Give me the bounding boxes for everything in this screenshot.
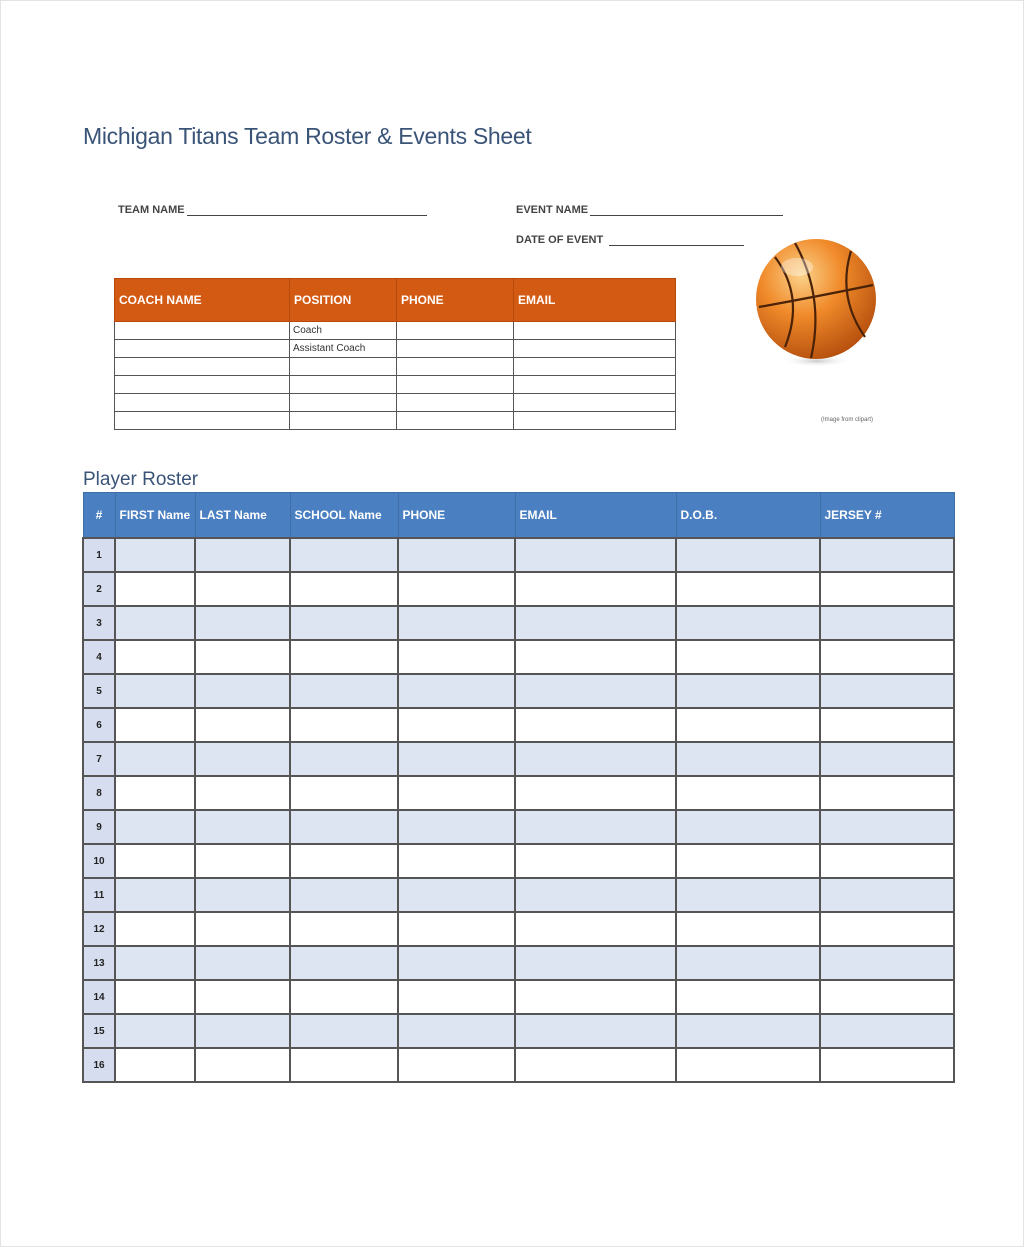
roster-cell[interactable] — [398, 946, 515, 980]
roster-cell[interactable] — [195, 776, 290, 810]
coach-cell[interactable] — [514, 322, 676, 340]
coach-cell[interactable] — [397, 376, 514, 394]
roster-row-number: 4 — [83, 640, 115, 674]
roster-cell[interactable] — [676, 538, 820, 572]
basketball-icon — [755, 237, 877, 369]
roster-cell[interactable] — [676, 844, 820, 878]
roster-cell[interactable] — [195, 674, 290, 708]
roster-cell[interactable] — [820, 674, 954, 708]
roster-cell[interactable] — [195, 606, 290, 640]
roster-row — [83, 776, 954, 810]
roster-cell[interactable] — [820, 912, 954, 946]
roster-cell[interactable] — [115, 946, 195, 980]
team-name-label: TEAM NAME — [118, 204, 185, 216]
roster-cell[interactable] — [115, 572, 195, 606]
roster-cell[interactable] — [515, 1048, 676, 1082]
coach-table-row — [115, 376, 676, 394]
roster-cell[interactable] — [195, 572, 290, 606]
coach-cell[interactable] — [514, 376, 676, 394]
coach-table-row — [115, 322, 676, 340]
roster-header-row — [83, 493, 954, 539]
coach-cell[interactable] — [514, 394, 676, 412]
coach-cell[interactable] — [290, 394, 397, 412]
coach-header-email: EMAIL — [514, 279, 676, 322]
roster-cell[interactable] — [515, 1014, 676, 1048]
roster-cell[interactable] — [115, 912, 195, 946]
roster-row — [83, 742, 954, 776]
roster-cell[interactable] — [676, 640, 820, 674]
roster-cell[interactable] — [195, 1014, 290, 1048]
roster-cell[interactable] — [676, 776, 820, 810]
roster-row — [83, 572, 954, 606]
roster-cell[interactable] — [290, 1048, 398, 1082]
roster-row-number: 9 — [83, 810, 115, 844]
coach-cell[interactable] — [514, 358, 676, 376]
roster-row-number: 3 — [83, 606, 115, 640]
roster-cell[interactable] — [195, 844, 290, 878]
event-name-label: EVENT NAME — [516, 204, 589, 216]
roster-cell[interactable] — [195, 640, 290, 674]
roster-cell[interactable] — [290, 606, 398, 640]
roster-header-phone: PHONE — [398, 493, 515, 539]
roster-header-dob: D.O.B. — [676, 493, 820, 539]
roster-cell[interactable] — [820, 1014, 954, 1048]
roster-cell[interactable] — [290, 844, 398, 878]
roster-cell[interactable] — [820, 810, 954, 844]
roster-row-number: 2 — [83, 572, 115, 606]
roster-cell[interactable] — [515, 572, 676, 606]
roster-row — [83, 980, 954, 1014]
roster-cell[interactable] — [820, 946, 954, 980]
roster-cell[interactable] — [195, 946, 290, 980]
roster-cell[interactable] — [820, 878, 954, 912]
event-name-line — [590, 205, 783, 216]
roster-cell[interactable] — [115, 708, 195, 742]
roster-cell[interactable] — [290, 742, 398, 776]
roster-cell[interactable] — [115, 844, 195, 878]
event-date-label: DATE OF EVENT — [516, 234, 604, 246]
roster-row — [83, 606, 954, 640]
roster-cell[interactable] — [195, 538, 290, 572]
roster-cell[interactable] — [195, 1048, 290, 1082]
roster-cell[interactable] — [515, 946, 676, 980]
roster-cell[interactable] — [195, 878, 290, 912]
roster-cell[interactable] — [820, 980, 954, 1014]
roster-cell[interactable] — [115, 538, 195, 572]
roster-row-number: 5 — [83, 674, 115, 708]
roster-cell[interactable] — [290, 810, 398, 844]
coach-cell[interactable] — [290, 412, 397, 430]
roster-cell[interactable] — [515, 674, 676, 708]
roster-cell[interactable] — [290, 708, 398, 742]
coach-table-row — [115, 340, 676, 358]
coach-cell[interactable] — [290, 376, 397, 394]
roster-row — [83, 810, 954, 844]
player-roster-label: Player Roster — [83, 469, 199, 490]
roster-cell[interactable] — [195, 810, 290, 844]
roster-cell[interactable] — [115, 640, 195, 674]
coach-cell[interactable] — [397, 394, 514, 412]
roster-row-number: 16 — [83, 1048, 115, 1082]
roster-header-last-name: LAST Name — [195, 493, 290, 539]
roster-cell[interactable] — [290, 912, 398, 946]
roster-cell[interactable] — [676, 878, 820, 912]
coach-cell[interactable] — [115, 340, 290, 358]
roster-cell[interactable] — [115, 776, 195, 810]
coach-header-position: POSITION — [290, 279, 397, 322]
roster-cell[interactable] — [398, 980, 515, 1014]
roster-cell[interactable] — [398, 878, 515, 912]
roster-row-number: 12 — [83, 912, 115, 946]
roster-cell[interactable] — [115, 606, 195, 640]
roster-cell[interactable] — [676, 572, 820, 606]
event-date-field[interactable] — [516, 234, 744, 246]
roster-cell[interactable] — [820, 606, 954, 640]
roster-cell[interactable] — [115, 674, 195, 708]
roster-row — [83, 878, 954, 912]
roster-cell[interactable] — [115, 980, 195, 1014]
roster-cell[interactable] — [676, 1048, 820, 1082]
roster-cell[interactable] — [820, 742, 954, 776]
roster-row-number: 14 — [83, 980, 115, 1014]
roster-row-number: 13 — [83, 946, 115, 980]
roster-cell[interactable] — [115, 742, 195, 776]
roster-cell[interactable] — [820, 572, 954, 606]
roster-row-number: 8 — [83, 776, 115, 810]
roster-row — [83, 912, 954, 946]
coach-cell[interactable] — [115, 322, 290, 340]
roster-cell[interactable] — [515, 606, 676, 640]
roster-cell[interactable] — [820, 844, 954, 878]
coach-cell[interactable] — [514, 412, 676, 430]
roster-cell[interactable] — [676, 742, 820, 776]
roster-cell[interactable] — [676, 708, 820, 742]
roster-cell[interactable] — [290, 674, 398, 708]
coach-cell[interactable]: Coach — [290, 322, 397, 340]
roster-row-number: 11 — [83, 878, 115, 912]
roster-cell[interactable] — [398, 1014, 515, 1048]
roster-cell[interactable] — [398, 538, 515, 572]
roster-cell[interactable] — [515, 742, 676, 776]
roster-cell[interactable] — [676, 810, 820, 844]
roster-cell[interactable] — [515, 878, 676, 912]
roster-cell[interactable] — [398, 742, 515, 776]
roster-cell[interactable] — [290, 776, 398, 810]
roster-cell[interactable] — [195, 742, 290, 776]
roster-row — [83, 640, 954, 674]
roster-cell[interactable] — [515, 708, 676, 742]
roster-cell[interactable] — [398, 640, 515, 674]
coach-cell[interactable] — [115, 412, 290, 430]
roster-header-school-name: SCHOOL Name — [290, 493, 398, 539]
roster-cell[interactable] — [398, 1048, 515, 1082]
roster-cell[interactable] — [115, 1014, 195, 1048]
team-name-field[interactable] — [118, 204, 427, 216]
roster-cell[interactable] — [820, 1048, 954, 1082]
roster-cell[interactable] — [676, 1014, 820, 1048]
roster-cell[interactable] — [515, 844, 676, 878]
roster-cell[interactable] — [115, 1048, 195, 1082]
coach-table-row — [115, 358, 676, 376]
roster-cell[interactable] — [820, 640, 954, 674]
roster-row-number: 7 — [83, 742, 115, 776]
roster-cell[interactable] — [115, 810, 195, 844]
document-title: Michigan Titans Team Roster & Events Sheet — [83, 123, 532, 149]
roster-cell[interactable] — [195, 912, 290, 946]
roster-cell[interactable] — [195, 980, 290, 1014]
coach-cell[interactable] — [115, 376, 290, 394]
roster-cell[interactable] — [820, 776, 954, 810]
coach-cell[interactable]: Assistant Coach — [290, 340, 397, 358]
roster-row — [83, 1048, 954, 1082]
roster-header-number: # — [83, 493, 115, 539]
roster-cell[interactable] — [676, 946, 820, 980]
image-credit: (Image from clipart) — [821, 417, 874, 423]
roster-header-jersey: JERSEY # — [820, 493, 954, 539]
coach-table — [114, 278, 676, 430]
coach-table-row — [115, 394, 676, 412]
roster-cell[interactable] — [676, 980, 820, 1014]
roster-cell[interactable] — [398, 912, 515, 946]
roster-cell[interactable] — [676, 912, 820, 946]
roster-cell[interactable] — [820, 538, 954, 572]
coach-cell[interactable] — [115, 394, 290, 412]
team-name-line — [187, 205, 427, 216]
event-name-field[interactable] — [516, 204, 783, 216]
roster-row-number: 6 — [83, 708, 115, 742]
coach-cell[interactable] — [514, 340, 676, 358]
roster-cell[interactable] — [290, 572, 398, 606]
coach-cell[interactable] — [397, 322, 514, 340]
roster-header-first-name: FIRST Name — [115, 493, 195, 539]
roster-cell[interactable] — [398, 844, 515, 878]
roster-row-number: 1 — [83, 538, 115, 572]
roster-cell[interactable] — [398, 810, 515, 844]
roster-cell[interactable] — [115, 878, 195, 912]
roster-cell[interactable] — [515, 810, 676, 844]
roster-row — [83, 1014, 954, 1048]
roster-cell[interactable] — [398, 776, 515, 810]
roster-row — [83, 708, 954, 742]
coach-cell[interactable] — [115, 358, 290, 376]
coach-cell[interactable] — [290, 358, 397, 376]
roster-cell[interactable] — [515, 980, 676, 1014]
roster-row-number: 15 — [83, 1014, 115, 1048]
roster-cell[interactable] — [290, 878, 398, 912]
coach-cell[interactable] — [397, 358, 514, 376]
roster-cell[interactable] — [290, 640, 398, 674]
roster-row — [83, 538, 954, 572]
roster-cell[interactable] — [515, 640, 676, 674]
roster-cell[interactable] — [515, 538, 676, 572]
roster-cell[interactable] — [676, 674, 820, 708]
player-roster-table — [82, 492, 955, 1083]
roster-cell[interactable] — [398, 674, 515, 708]
roster-cell[interactable] — [195, 708, 290, 742]
roster-cell[interactable] — [290, 538, 398, 572]
roster-cell[interactable] — [515, 912, 676, 946]
roster-row — [83, 844, 954, 878]
coach-table-row — [115, 412, 676, 430]
roster-row — [83, 674, 954, 708]
roster-cell[interactable] — [820, 708, 954, 742]
roster-cell[interactable] — [290, 946, 398, 980]
coach-header-phone: PHONE — [397, 279, 514, 322]
roster-cell[interactable] — [290, 1014, 398, 1048]
roster-cell[interactable] — [290, 980, 398, 1014]
roster-cell[interactable] — [398, 708, 515, 742]
event-date-line — [609, 235, 744, 246]
roster-cell[interactable] — [515, 776, 676, 810]
roster-cell[interactable] — [398, 572, 515, 606]
coach-table-header — [115, 279, 676, 322]
coach-cell[interactable] — [397, 340, 514, 358]
roster-row-number: 10 — [83, 844, 115, 878]
coach-cell[interactable] — [397, 412, 514, 430]
roster-header-email: EMAIL — [515, 493, 676, 539]
roster-cell[interactable] — [398, 606, 515, 640]
roster-row — [83, 946, 954, 980]
coach-header-name: COACH NAME — [115, 279, 290, 322]
roster-cell[interactable] — [676, 606, 820, 640]
